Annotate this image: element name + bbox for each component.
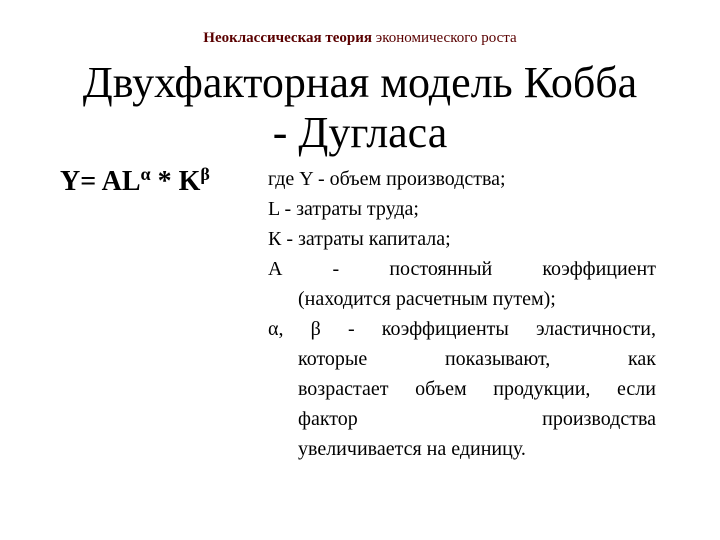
definition-alpha-beta-line-1: α, β - коэффициенты эластичности, <box>268 318 656 340</box>
definition-alpha-beta-line-2: которые показывают, как <box>298 348 656 370</box>
title-line-1: Двухфакторная модель Кобба <box>82 58 638 107</box>
subtitle-rest-part: экономического роста <box>372 30 517 46</box>
formula-lhs: Y= AL <box>60 166 141 197</box>
formula-exponent-alpha: α <box>140 164 151 185</box>
definition-alpha-beta-line-3: возрастает объем продукции, если <box>298 378 656 400</box>
formula-middle: * K <box>150 166 201 197</box>
subtitle-bold-part: Неоклассическая теория <box>203 30 372 46</box>
definition-alpha-beta-line-5: увеличивается на единицу. <box>298 438 526 460</box>
slide-subtitle <box>0 30 720 47</box>
cobb-douglas-formula <box>60 166 210 198</box>
definition-y: где Y - объем производства; <box>268 168 506 190</box>
slide-title <box>0 58 720 158</box>
definition-k: К - затраты капитала; <box>268 228 451 250</box>
definition-alpha-beta-line-4: фактор производства <box>298 408 656 430</box>
definition-a-line-2: (находится расчетным путем); <box>298 288 556 310</box>
definition-a-line-1: А - постоянный коэффициент <box>268 258 656 280</box>
definition-l: L - затраты труда; <box>268 198 419 220</box>
formula-exponent-beta: β <box>200 164 210 185</box>
title-line-2: - Дугласа <box>272 108 448 157</box>
definitions-list <box>268 164 656 464</box>
